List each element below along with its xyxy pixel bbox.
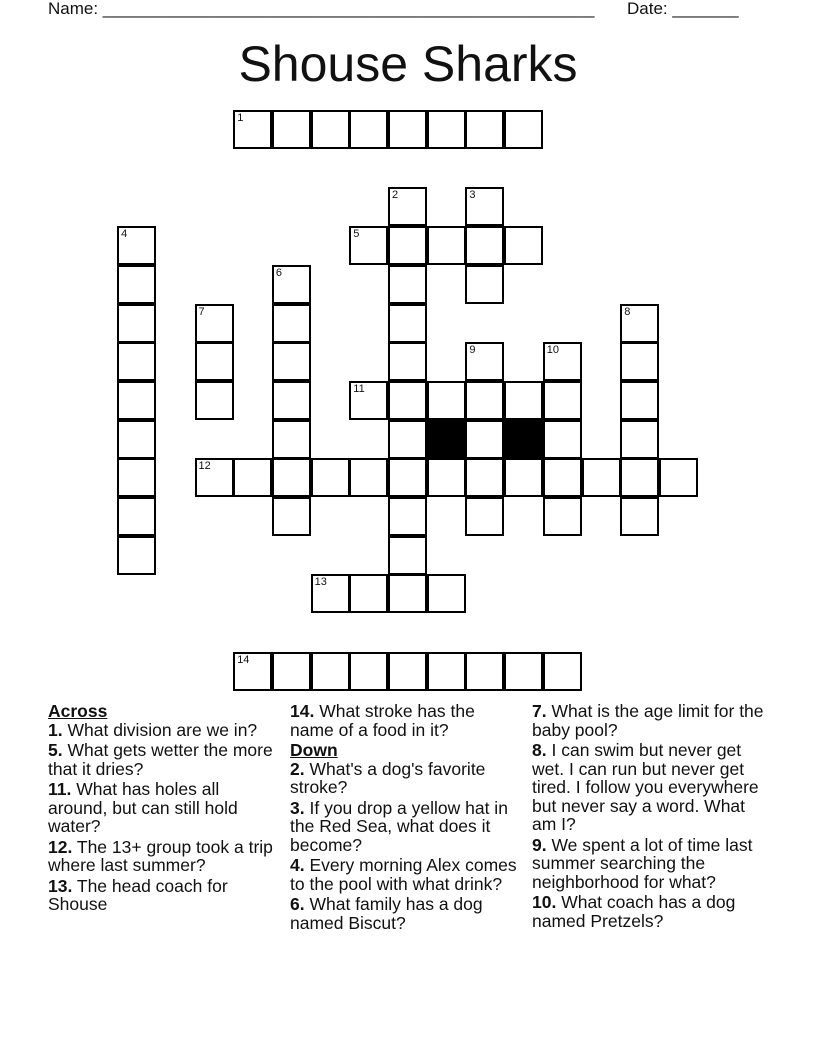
crossword-cell[interactable] [427,226,466,265]
crossword-cell[interactable] [543,420,582,459]
crossword-cell[interactable] [543,497,582,536]
crossword-cell[interactable] [272,110,311,149]
clue-number: 2. [290,758,305,779]
clue-text: The 13+ group took a trip where last summer? [48,836,273,875]
clue-text: What stroke has the name of a food in it? [290,701,475,740]
crossword-cell[interactable] [620,458,659,497]
crossword-cell[interactable] [465,381,504,420]
cell-number: 2 [392,189,399,202]
down-heading: Down [290,740,338,760]
crossword-cell[interactable] [388,342,427,381]
crossword-cell[interactable] [427,381,466,420]
crossword-cell[interactable] [543,458,582,497]
crossword-cell[interactable] [465,226,504,265]
crossword-cell[interactable] [504,652,543,691]
cell-number: 13 [314,576,327,589]
crossword-cell[interactable] [465,342,504,381]
crossword-cell[interactable] [504,381,543,420]
down-clue-4 [290,856,522,893]
crossword-cell[interactable] [620,497,659,536]
crossword-cell[interactable] [349,458,388,497]
crossword-cell[interactable] [465,652,504,691]
clue-text: Every morning Alex comes to the pool with what drink? [290,855,517,894]
crossword-cell[interactable] [388,110,427,149]
crossword-cell[interactable] [620,342,659,381]
crossword-cell[interactable] [388,187,427,226]
crossword-cell[interactable] [465,110,504,149]
crossword-cell[interactable] [117,420,156,459]
crossword-cell[interactable] [349,652,388,691]
across-clue-13 [48,877,280,914]
clues-column-1 [48,702,280,916]
crossword-cell[interactable] [272,381,311,420]
clue-number: 1. [48,719,63,740]
crossword-cell[interactable] [349,226,388,265]
crossword-cell[interactable] [388,265,427,304]
clues-column-2 [290,702,522,934]
crossword-cell[interactable] [388,536,427,575]
clue-number: 13. [48,875,73,896]
crossword-black-cell [427,420,466,459]
crossword-cell[interactable] [465,497,504,536]
crossword-cell[interactable] [543,652,582,691]
clue-text: What coach has a dog named Pretzels? [532,892,736,931]
crossword-cell[interactable] [582,458,621,497]
crossword-cell[interactable] [388,652,427,691]
cell-number: 6 [275,266,283,279]
crossword-cell[interactable] [117,265,156,304]
across-clue-1 [48,721,280,740]
down-clue-3 [290,799,522,855]
crossword-cell[interactable] [388,497,427,536]
crossword-cell[interactable] [233,110,272,149]
puzzle-title: Shouse Sharks [238,36,578,92]
crossword-cell[interactable] [117,536,156,575]
crossword-cell[interactable] [117,497,156,536]
clue-text: What is the age limit for the baby pool? [532,701,764,740]
crossword-black-cell [504,420,543,459]
across-clue-5 [48,741,280,778]
cell-number: 7 [198,305,205,318]
clue-number: 4. [290,855,305,875]
crossword-cell[interactable] [427,652,466,691]
down-clue-9 [532,836,764,892]
clue-text: We spent a lot of time last summer searching the neighborhood for what? [532,834,753,892]
crossword-cell[interactable] [465,187,504,226]
crossword-cell[interactable] [465,265,504,304]
crossword-cell[interactable] [543,342,582,381]
across-heading: Across [48,701,108,721]
clue-number: 8. [532,740,547,760]
cell-number: 1 [237,112,244,124]
crossword-cell[interactable] [272,458,311,497]
crossword-cell[interactable] [117,381,156,420]
crossword-cell[interactable] [388,304,427,343]
crossword-cell[interactable] [272,652,311,691]
clue-number: 3. [290,797,305,818]
crossword-cell[interactable] [195,342,234,381]
down-clue-2 [290,760,522,797]
crossword-cell[interactable] [388,381,427,420]
clue-number: 12. [48,836,73,857]
clue-number: 10. [532,892,557,912]
crossword-cell[interactable] [272,304,311,343]
crossword-cell[interactable] [620,420,659,459]
crossword-cell[interactable] [272,265,311,304]
crossword-cell[interactable] [504,110,543,149]
crossword-cell[interactable] [465,420,504,459]
cell-number: 4 [121,228,128,241]
crossword-cell[interactable] [388,420,427,459]
clue-text: What's a dog's favorite stroke? [290,758,486,797]
crossword-cell[interactable] [504,458,543,497]
crossword-cell[interactable] [427,110,466,149]
cell-number: 12 [198,460,211,473]
clue-text: What division are we in? [67,719,258,740]
clue-number: 11. [48,779,72,799]
crossword-cell[interactable] [195,304,234,343]
cell-number: 8 [624,305,631,318]
crossword-cell[interactable] [195,381,234,420]
clue-text: I can swim but never get wet. I can run but never get tired. I follow you everywhere but never say a word. What am I? [532,740,759,834]
crossword-cell[interactable] [659,458,698,497]
clue-text: What gets wetter the more that it dries? [48,740,273,779]
crossword-cell[interactable] [272,342,311,381]
cell-number: 3 [469,189,476,202]
clue-number: 6. [290,894,305,914]
crossword-cell[interactable] [311,110,350,149]
cell-number: 9 [469,344,476,357]
crossword-cell[interactable] [311,574,350,613]
clue-number: 5. [48,740,63,760]
crossword-cell[interactable] [195,458,234,497]
across-clue-14 [290,702,522,739]
down-clue-8 [532,741,764,834]
crossword-cell[interactable] [543,381,582,420]
crossword-cell[interactable] [620,381,659,420]
clue-number: 9. [532,834,547,855]
cell-number: 14 [237,653,250,666]
clue-text: The head coach for Shouse [48,875,228,914]
down-clue-10 [532,893,764,930]
crossword-cell[interactable] [465,458,504,497]
cell-number: 11 [353,382,365,395]
clue-number: 14. [290,701,315,721]
crossword-cell[interactable] [272,420,311,459]
down-clue-7 [532,702,764,739]
date-field-label: Date: _______ [627,0,739,18]
cell-number: 10 [546,344,560,357]
crossword-cell[interactable] [427,574,466,613]
clue-number: 7. [532,701,547,721]
crossword-cell[interactable] [117,458,156,497]
crossword-cell[interactable] [311,652,350,691]
crossword-cell[interactable] [311,458,350,497]
clues-column-3 [532,702,764,932]
crossword-cell[interactable] [620,304,659,343]
crossword-cell[interactable] [233,652,272,691]
crossword-cell[interactable] [388,226,427,265]
clue-text: What has holes all around, but can still hold water? [48,779,238,836]
crossword-cell[interactable] [117,342,156,381]
crossword-cell[interactable] [117,304,156,343]
crossword-cell[interactable] [388,574,427,613]
crossword-cell[interactable] [388,458,427,497]
crossword-cell[interactable] [427,458,466,497]
crossword-cell[interactable] [349,381,388,420]
crossword-cell[interactable] [349,110,388,149]
cell-number: 5 [353,228,360,241]
crossword-cell[interactable] [349,574,388,613]
crossword-cell[interactable] [504,226,543,265]
crossword-cell[interactable] [233,458,272,497]
crossword-cell[interactable] [117,226,156,265]
clue-text: If you drop a yellow hat in the Red Sea, what does it become? [290,797,508,855]
clue-text: What family has a dog named Biscut? [290,894,483,933]
across-clue-11 [48,780,280,836]
down-clue-6 [290,895,522,932]
across-clue-12 [48,838,280,875]
crossword-cell[interactable] [272,497,311,536]
name-field-label: Name: ____________________________________________________ [48,0,595,18]
